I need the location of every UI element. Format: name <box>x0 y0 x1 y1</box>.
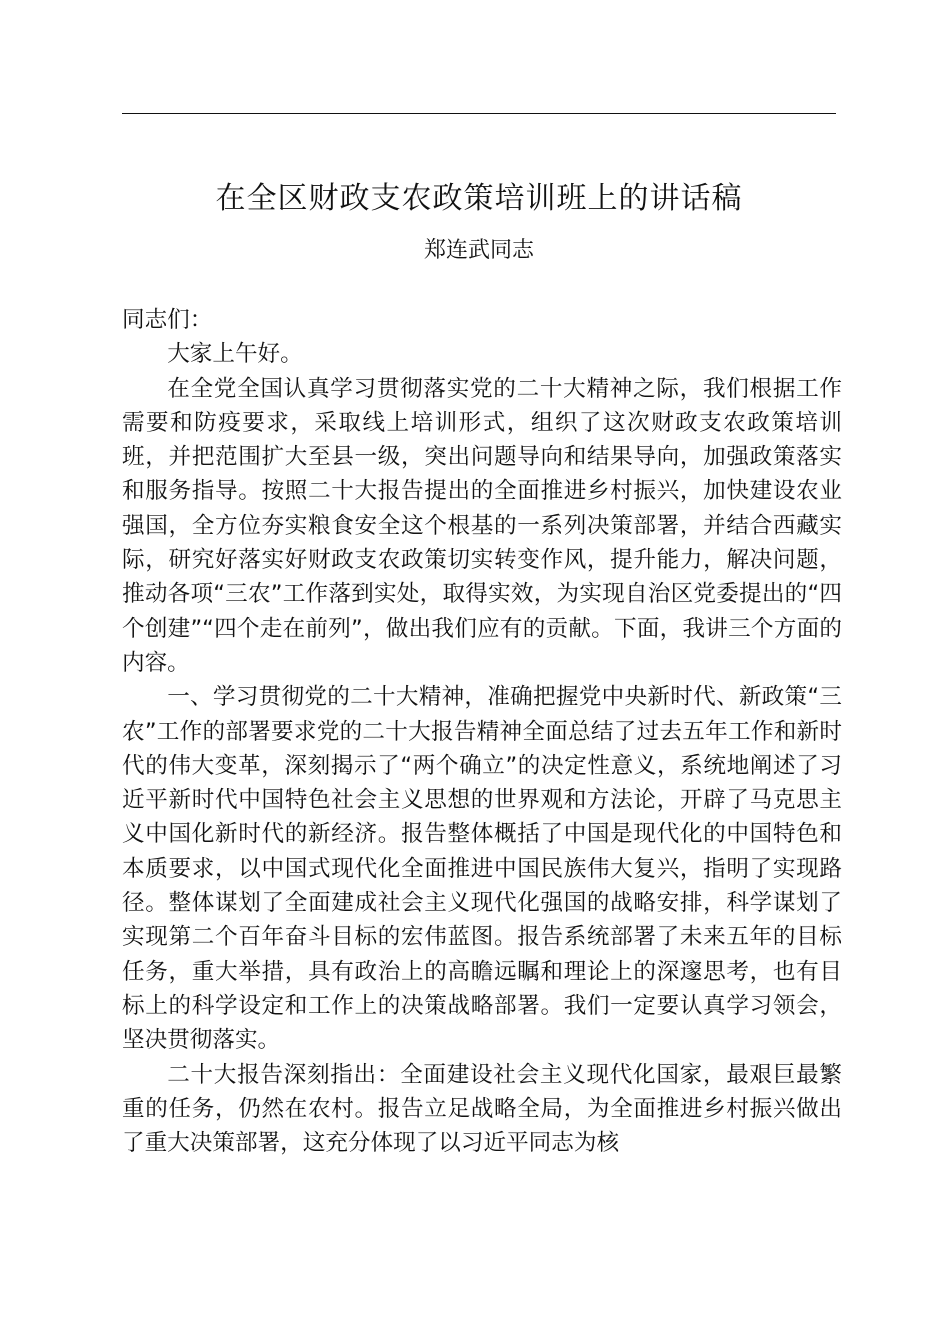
paragraph-section-one: 一、学习贯彻党的二十大精神，准确把握党中央新时代、新政策“三农”工作的部署要求党的二十大报告精神全面总结了过去五年工作和新时代的伟大变革，深刻揭示了“两个确立”的决定性意义，系统地阐述了习近平新时代中国特色社会主义思想的世界观和方法论，开辟了马克思主义中国化新时代的新经济。报告整体概括了中国是现代化的中国特色和本质要求，以中国式现代化全面推进中国民族伟大复兴，指明了实现路径。整体谋划了全面建成社会主义现代化强国的战略安排，科学谋划了实现第二个百年奋斗目标的宏伟蓝图。报告系统部署了未来五年的目标任务，重大举措，具有政治上的高瞻远瞩和理论上的深邃思考，也有目标上的科学设定和工作上的决策战略部署。我们一定要认真学习领会，坚决贯彻落实。 <box>122 684 842 1054</box>
document-title: 在全区财政支农政策培训班上的讲话稿 <box>215 181 743 216</box>
paragraph-rural-revitalization: 二十大报告深刻指出：全面建设社会主义现代化国家，最艰巨最繁重的任务，仍然在农村。报告立足战略全局，为全面推进乡村振兴做出了重大决策部署，这充分体现了以习近平同志为核 <box>122 1061 842 1157</box>
paragraph-introduction: 在全党全国认真学习贯彻落实党的二十大精神之际，我们根据工作需要和防疫要求，采取线上培训形式，组织了这次财政支农政策培训班，并把范围扩大至县一级，突出问题导向和结果导向，加强政策落实和服务指导。按照二十大报告提出的全面推进乡村振兴，加快建设农业强国，全方位夯实粮食安全这个根基的一系列决策部署，并结合西藏实际，研究好落实好财政支农政策切实转变作风，提升能力，解决问题，推动各项“三农”工作落到实处，取得实效，为实现自治区党委提出的“四个创建”“四个走在前列”，做出我们应有的贡献。下面，我讲三个方面的内容。 <box>122 375 842 676</box>
header-rule <box>122 113 836 114</box>
paragraph-greeting: 大家上午好。 <box>167 341 303 368</box>
document-author: 郑连武同志 <box>423 238 534 263</box>
salutation: 同志们： <box>122 307 213 333</box>
document-body <box>122 303 842 1160</box>
